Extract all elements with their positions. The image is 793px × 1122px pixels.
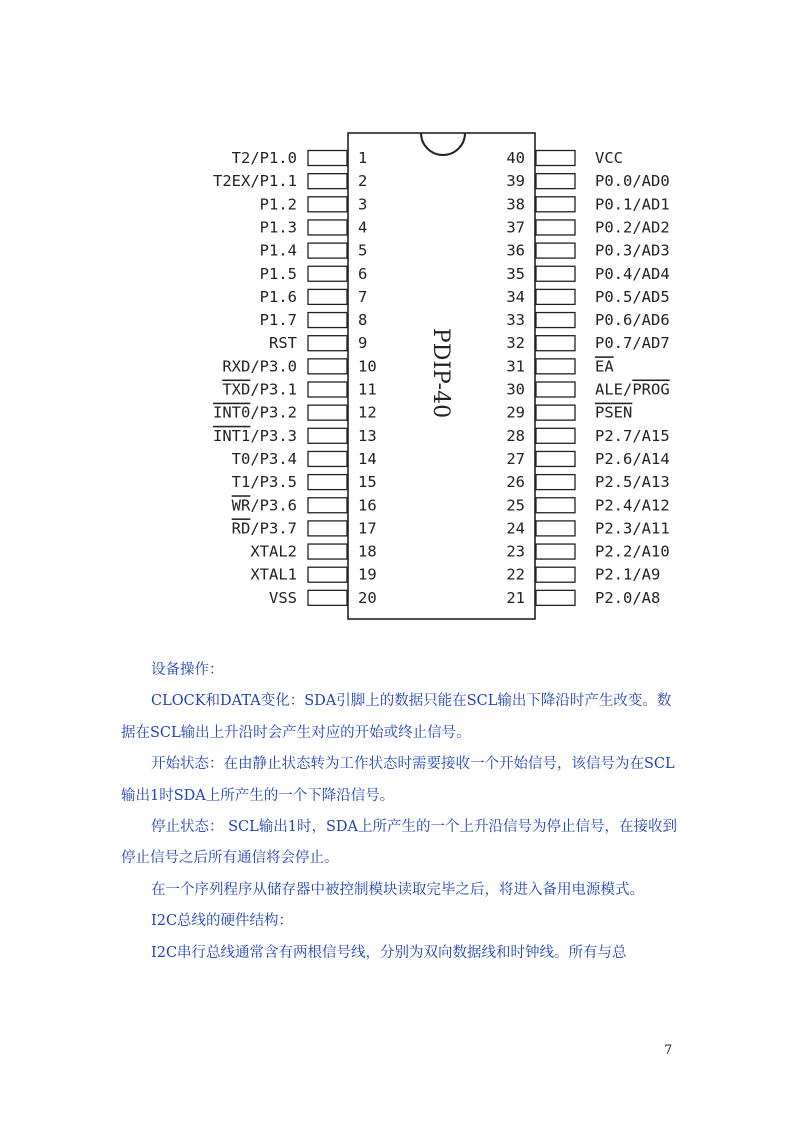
pin-label: VSS (269, 588, 297, 607)
pin-number: 40 (506, 149, 525, 167)
pin-25 (506, 496, 669, 514)
pin-box (308, 498, 347, 513)
pin-26 (506, 473, 669, 491)
pin-label: P1.7 (259, 311, 297, 330)
paragraph-clock-data: CLOCK和DATA变化：SDA引脚上的数据只能在SCL输出下降沿时产生改变。数据在SCL输出上升沿时会产生对应的开始或终止信号。 (121, 693, 672, 741)
pin-3 (260, 195, 368, 213)
pin-box (536, 382, 575, 397)
pin-label: P2.0/A8 (595, 588, 661, 607)
pin-number: 36 (506, 241, 525, 260)
pin-30 (506, 381, 669, 399)
pin-box (536, 197, 575, 212)
pin-label: P1.5 (259, 264, 297, 283)
pin-24 (506, 519, 669, 537)
pin-38 (506, 195, 669, 213)
pin-box (536, 405, 575, 420)
pin-label: P2.1/A9 (595, 565, 661, 584)
pin-16 (232, 496, 377, 514)
pin-label: RST (269, 334, 297, 353)
pin-label: P0.3/AD3 (595, 241, 670, 260)
pin-7 (260, 288, 368, 306)
pin-box (536, 151, 575, 166)
pin-box (308, 151, 347, 166)
pin-label: P0.5/AD5 (595, 287, 670, 306)
pin-label: P0.7/AD7 (595, 334, 670, 353)
pin-8 (260, 311, 368, 329)
pin-label: P0.6/AD6 (595, 311, 670, 330)
pin-label: P2.6/A14 (595, 449, 670, 468)
pin-36 (506, 242, 669, 260)
pin-label: P2.7/A15 (595, 426, 670, 445)
chip-notch (421, 133, 465, 155)
pin-number: 8 (358, 311, 368, 330)
pin-box (536, 266, 575, 281)
pin-label: ALE/PROG (595, 380, 670, 399)
pin-box (536, 336, 575, 351)
pin-number: 32 (506, 334, 525, 353)
pin-number: 15 (358, 473, 377, 492)
pin-label: P2.2/A10 (595, 542, 670, 561)
pin-number: 13 (358, 426, 377, 445)
pin-label: T1/P3.5 (231, 473, 297, 492)
pin-box (536, 174, 575, 189)
pin-number: 37 (506, 218, 525, 237)
pin-10 (222, 357, 376, 375)
pin-12 (213, 404, 377, 422)
pin-label: T0/P3.4 (231, 449, 297, 468)
pin-number: 19 (358, 565, 377, 584)
pin-box (308, 359, 347, 374)
pin-label: INT0/P3.2 (213, 403, 297, 422)
pin-18 (250, 543, 376, 561)
pin-box (536, 451, 575, 466)
pin-number: 35 (506, 264, 525, 283)
pin-37 (506, 218, 669, 236)
pin-box (536, 243, 575, 258)
pin-5 (260, 242, 368, 260)
pin-1 (232, 149, 368, 167)
pin-box (308, 405, 347, 420)
pin-number: 7 (358, 287, 368, 306)
pin-box (308, 220, 347, 235)
pin-35 (506, 265, 669, 283)
pin-box (308, 521, 347, 536)
pin-number: 12 (358, 403, 377, 422)
pin-label: P1.2 (259, 195, 297, 214)
pin-9 (269, 334, 367, 352)
pin-box (536, 359, 575, 374)
pin-box (536, 313, 575, 328)
pin-29 (506, 404, 632, 422)
pin-number: 3 (358, 195, 368, 214)
pin-number: 34 (506, 287, 525, 306)
pin-label: WR/P3.6 (231, 496, 297, 515)
pin-number: 21 (506, 588, 525, 607)
page-number: 7 (664, 1043, 673, 1058)
pin-box (308, 289, 347, 304)
pin-39 (506, 172, 669, 190)
paragraph-standby: 在一个序列程序从储存器中被控制模块读取完毕之后，将进入备用电源模式。 (151, 881, 644, 898)
pin-27 (506, 450, 669, 468)
pin-number: 11 (358, 380, 377, 399)
pin-label: T2/P1.0 (231, 149, 297, 167)
pin-number: 28 (506, 426, 525, 445)
pin-box (308, 336, 347, 351)
pin-label: RXD/P3.0 (222, 357, 297, 376)
pin-label: P1.4 (259, 241, 297, 260)
pin-number: 9 (358, 334, 368, 353)
pin-box (308, 382, 347, 397)
pin-21 (506, 589, 660, 607)
pin-number: 26 (506, 473, 525, 492)
paragraph-i2c-bus: I2C串行总线通常含有两根信号线，分别为双向数据线和时钟线。所有与总 (151, 944, 627, 961)
pin-33 (506, 311, 669, 329)
pin-17 (232, 519, 377, 537)
pin-31 (506, 357, 614, 375)
pin-number: 10 (358, 357, 377, 376)
pin-20 (269, 589, 377, 607)
pin-label: P2.5/A13 (595, 473, 670, 492)
pin-label: P1.3 (259, 218, 297, 237)
pin-13 (213, 427, 377, 445)
pin-box (308, 313, 347, 328)
pin-number: 33 (506, 311, 525, 330)
pin-box (308, 451, 347, 466)
pin-box (308, 197, 347, 212)
pin-box (536, 590, 575, 605)
pin-number: 6 (358, 264, 368, 283)
pin-box (308, 544, 347, 559)
pin-number: 25 (506, 496, 525, 515)
pin-32 (506, 334, 669, 352)
pin-box (536, 567, 575, 582)
pin-label: P1.6 (259, 287, 297, 306)
pin-11 (222, 381, 376, 399)
pin-number: 27 (506, 449, 525, 468)
left-pins (213, 149, 377, 607)
pin-label: P0.1/AD1 (595, 195, 670, 214)
pin-number: 2 (358, 172, 368, 191)
section-heading-i2c-hardware: I2C总线的硬件结构： (151, 913, 294, 930)
pin-label: TXD/P3.1 (222, 380, 297, 399)
pin-number: 38 (506, 195, 525, 214)
document-body (121, 655, 681, 969)
pin-box (536, 289, 575, 304)
pin-box (308, 243, 347, 258)
pin-number: 23 (506, 542, 525, 561)
paragraph-start-state: 开始状态：在由静止状态转为工作状态时需要接收一个开始信号，该信号为在SCL输出1时SDA上所产生的一个下降沿信号。 (121, 756, 675, 804)
pin-label: P2.3/A11 (595, 519, 670, 538)
right-pins (506, 149, 669, 607)
pin-number: 30 (506, 380, 525, 399)
pin-19 (250, 566, 376, 584)
chip-name: PDIP-40 (428, 327, 453, 419)
pin-label: P0.2/AD2 (595, 218, 670, 237)
pin-box (308, 266, 347, 281)
paragraph-stop-state: 停止状态： SCL输出1时，SDA上所产生的一个上升沿信号为停止信号，在接收到停止信号之后所有通信将会停止。 (121, 819, 678, 867)
pin-label: P2.4/A12 (595, 496, 670, 515)
pin-box (536, 521, 575, 536)
pin-label: P0.0/AD0 (595, 172, 670, 191)
pin-box (308, 590, 347, 605)
pin-label: EA (595, 357, 614, 376)
pin-number: 1 (358, 149, 368, 167)
pin-number: 20 (358, 588, 377, 607)
pin-number: 29 (506, 403, 525, 422)
pin-number: 16 (358, 496, 377, 515)
pin-number: 18 (358, 542, 377, 561)
pin-label: INT1/P3.3 (213, 426, 297, 445)
pin-box (536, 220, 575, 235)
pin-23 (506, 543, 669, 561)
pin-box (308, 428, 347, 443)
pin-34 (506, 288, 669, 306)
pin-label: RD/P3.7 (231, 519, 297, 538)
pin-label: XTAL1 (250, 565, 297, 584)
pin-22 (506, 566, 660, 584)
pin-2 (213, 172, 367, 190)
pin-label: P0.4/AD4 (595, 264, 670, 283)
pin-box (536, 498, 575, 513)
pin-number: 39 (506, 172, 525, 191)
pin-number: 4 (358, 218, 368, 237)
pin-40 (506, 149, 623, 167)
pin-number: 22 (506, 565, 525, 584)
pin-15 (232, 473, 377, 491)
pin-box (308, 174, 347, 189)
pin-28 (506, 427, 669, 445)
pin-label: T2EX/P1.1 (213, 172, 297, 191)
pin-label: PSEN (595, 403, 633, 422)
pin-number: 24 (506, 519, 525, 538)
pin-label: VCC (595, 149, 623, 167)
pin-number: 17 (358, 519, 377, 538)
pin-box (536, 475, 575, 490)
pin-14 (232, 450, 377, 468)
pin-box (536, 428, 575, 443)
pin-6 (260, 265, 368, 283)
pin-label: XTAL2 (250, 542, 297, 561)
pin-number: 31 (506, 357, 525, 376)
pin-box (308, 475, 347, 490)
pin-4 (260, 218, 368, 236)
section-heading-device-operation: 设备操作： (151, 662, 224, 678)
pin-number: 14 (358, 449, 377, 468)
pin-box (536, 544, 575, 559)
pin-box (308, 567, 347, 582)
pin-number: 5 (358, 241, 368, 260)
